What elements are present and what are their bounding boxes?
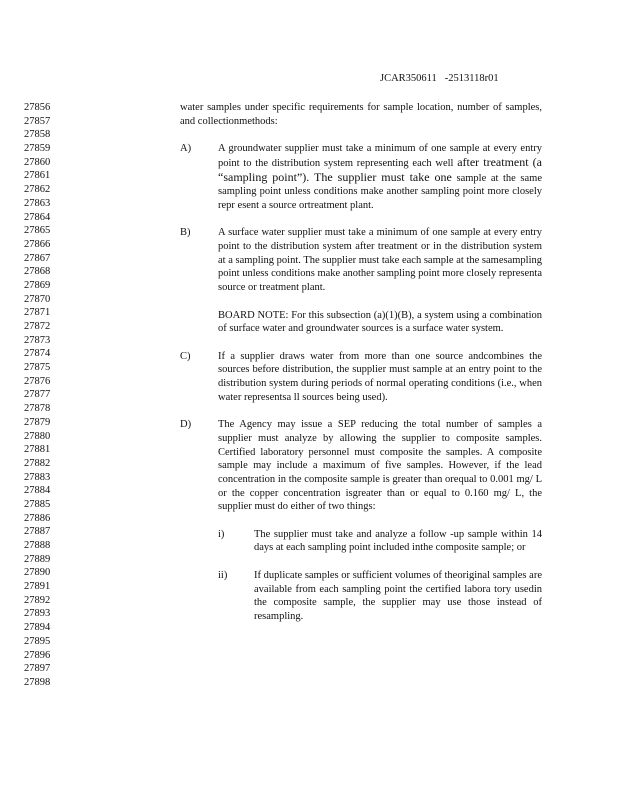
line-number: 27892	[24, 594, 51, 606]
item-d-marker: D)	[180, 419, 192, 431]
line-number: 27886	[24, 512, 51, 524]
line-number: 27874	[24, 348, 51, 360]
subitem-ii	[218, 569, 542, 624]
item-d	[180, 418, 542, 624]
line-number: 27869	[24, 279, 51, 291]
line-number: 27878	[24, 403, 51, 415]
item-b-text: A surface water supplier must take a minimum of one sample at every entry point to the distribution system after treatment or in the distribution system at a sampling point. The supplier must take each sample at the samesampling point unless conditions make another sampling point more closely representa source or treatment plant.	[218, 227, 542, 294]
item-b-marker: B)	[180, 227, 191, 239]
line-number: 27873	[24, 334, 51, 346]
line-number: 27893	[24, 608, 51, 620]
line-number-column	[24, 101, 50, 690]
item-a-text-part-1: A groundwater supplier must take a minimum of one sample at every entry point to the distribution system representing each well	[218, 143, 542, 169]
item-a-text-part-2: after treatment (a “sampling point”). The supplier must take one	[218, 154, 542, 184]
line-number: 27867	[24, 252, 51, 264]
line-number: 27862	[24, 184, 51, 196]
intro-paragraph: water samples under specific requirements for sample location, number of samples, and collectionmethods:	[180, 102, 542, 127]
line-number: 27887	[24, 526, 51, 538]
line-number: 27868	[24, 266, 51, 278]
line-number: 27871	[24, 307, 51, 319]
line-number: 27877	[24, 389, 51, 401]
line-number: 27894	[24, 622, 51, 634]
item-c	[180, 350, 542, 405]
line-number: 27860	[24, 156, 51, 168]
line-number: 27895	[24, 635, 51, 647]
line-number: 27866	[24, 238, 51, 250]
document-body	[180, 101, 542, 624]
subitem-ii-text: If duplicate samples or sufficient volumes of theoriginal samples are available from each sampling point the certified labora tory usedin the composite sample, the supplier may use those instead of resampling.	[254, 569, 542, 622]
line-number: 27890	[24, 567, 51, 579]
line-number: 27884	[24, 485, 51, 497]
item-a-text-part-3: sample at the same sampling point unless conditions make another sampling point more closely repr esent a source ortreatment plant.	[218, 172, 542, 211]
line-number: 27898	[24, 676, 51, 688]
line-number: 27872	[24, 321, 51, 332]
item-d-text: The Agency may issue a SEP reducing the total number of samples a supplier must analyze by allowing the supplier to composite samples. Certified laboratory personnel must composite the samples. A composite sample may include a maximum of five samples. However, if the lead concentration in the composite sample is greater than orequal to 0.001 mg/ L or the copper concentration isgreater than or equal to 0.160 mg/ L, the supplier must do either of two things:	[218, 419, 542, 513]
line-number: 27889	[24, 553, 51, 565]
line-number: 27880	[24, 430, 51, 442]
line-number: 27888	[24, 540, 51, 551]
line-number: 27856	[24, 102, 51, 113]
line-number: 27875	[24, 362, 51, 374]
line-number: 27883	[24, 471, 51, 483]
line-number: 27882	[24, 457, 51, 469]
line-number: 27859	[24, 143, 51, 155]
line-number: 27864	[24, 211, 51, 223]
line-number: 27881	[24, 444, 51, 456]
line-number: 27897	[24, 663, 51, 675]
item-b	[180, 226, 542, 336]
subitem-i-text: The supplier must take and analyze a follow -up sample within 14 days at each sampling point included inthe composite sample; or	[254, 528, 542, 554]
subitem-i	[218, 528, 542, 555]
line-number: 27863	[24, 197, 51, 209]
line-number: 27896	[24, 649, 51, 661]
line-number: 27885	[24, 498, 51, 510]
item-a-marker: A)	[180, 143, 192, 155]
subitem-ii-marker: ii)	[218, 569, 228, 581]
item-a-text	[218, 142, 542, 213]
page-header	[380, 73, 507, 84]
line-number: 27857	[24, 115, 51, 127]
item-c-text: If a supplier draws water from more than one source andcombines the sources before distribution, the supplier must sample at an entry point to the distribution system during periods of normal operating conditions (i.e., when water representsa ll sources being used).	[218, 350, 542, 403]
doc-ref: -2513118r01	[444, 73, 499, 84]
board-note: BOARD NOTE: For this subsection (a)(1)(B), a system using a combination of surface water and groundwater sources is a surface water system.	[218, 309, 542, 335]
doc-id: JCAR350611	[380, 73, 437, 84]
line-number: 27865	[24, 225, 51, 237]
line-number: 27870	[24, 293, 51, 305]
line-number: 27891	[24, 581, 51, 593]
line-number: 27861	[24, 170, 51, 182]
subitem-i-marker: i)	[218, 528, 225, 540]
line-number: 27879	[24, 416, 51, 428]
line-number: 27876	[24, 375, 51, 387]
item-a	[180, 142, 542, 213]
line-number: 27858	[24, 129, 51, 141]
item-c-marker: C)	[180, 350, 191, 362]
